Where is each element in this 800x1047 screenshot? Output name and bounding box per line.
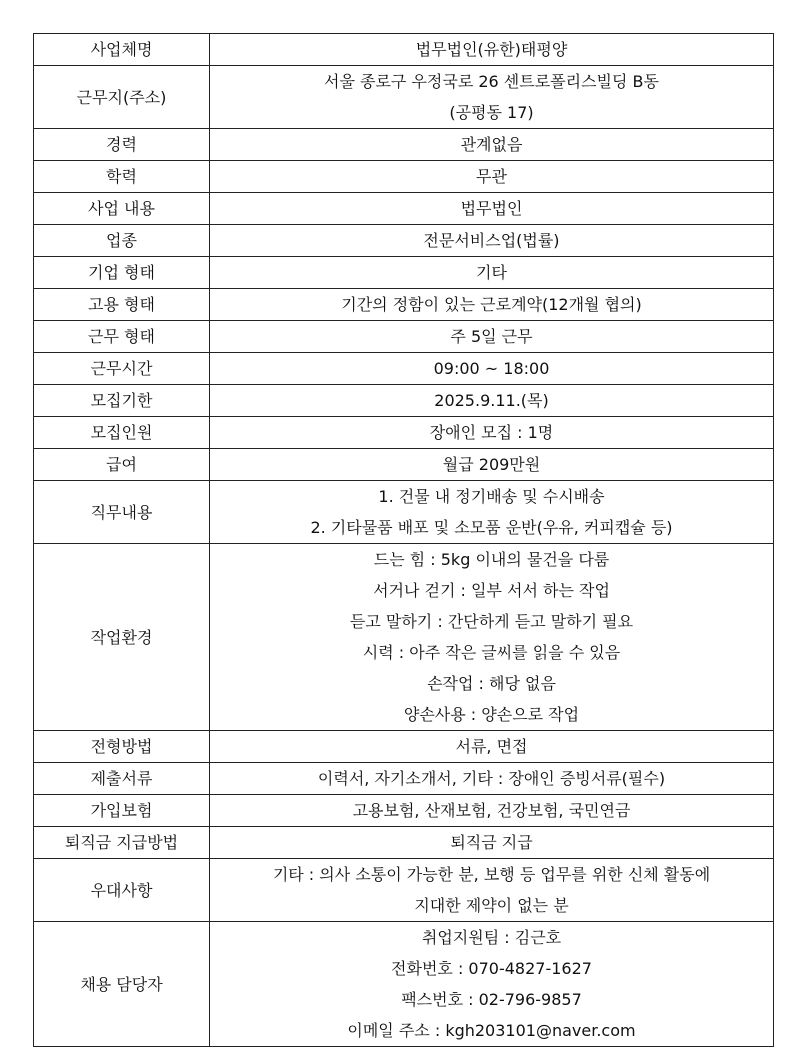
value-line: 주 5일 근무 [450,327,533,346]
table-row [34,544,774,731]
row-value [210,481,774,544]
value-line: 2. 기타물품 배포 및 소모품 운반(우유, 커피캡슐 등) [310,518,673,537]
row-label: 경력 [34,129,210,161]
row-label: 근무지(주소) [34,66,210,129]
table-row [34,731,774,763]
row-value [210,859,774,922]
row-value [210,827,774,859]
value-line: 기타 [476,263,507,282]
row-label: 모집기한 [34,385,210,417]
table-row [34,129,774,161]
job-posting-table [33,33,774,1047]
row-value [210,34,774,66]
row-value [210,385,774,417]
row-label: 급여 [34,449,210,481]
table-row [34,417,774,449]
table-row [34,161,774,193]
value-line: (공평동 17) [449,103,534,122]
value-line: 팩스번호 : 02-796-9857 [401,990,582,1009]
value-line: 이력서, 자기소개서, 기타 : 장애인 증빙서류(필수) [317,769,666,788]
row-label: 직무내용 [34,481,210,544]
row-value [210,922,774,1047]
value-line: 퇴직금 지급 [450,833,533,852]
table-row [34,481,774,544]
row-value [210,225,774,257]
value-line: 기간의 정함이 있는 근로계약(12개월 협의) [341,295,642,314]
value-line: 월급 209만원 [442,455,541,474]
value-line: 이메일 주소 : kgh203101@naver.com [347,1021,636,1040]
row-label: 업종 [34,225,210,257]
row-value [210,353,774,385]
table-row [34,827,774,859]
table-row [34,321,774,353]
table-row [34,922,774,1047]
value-line: 09:00 ~ 18:00 [433,359,550,378]
value-line: 드는 힘 : 5kg 이내의 물건을 다룸 [373,550,610,569]
table-row [34,289,774,321]
value-line: 서울 종로구 우정국로 26 센트로폴리스빌딩 B동 [324,72,659,91]
row-label: 퇴직금 지급방법 [34,827,210,859]
row-label: 작업환경 [34,544,210,731]
row-value [210,417,774,449]
row-label: 기업 형태 [34,257,210,289]
table-row [34,763,774,795]
row-label: 학력 [34,161,210,193]
row-value [210,66,774,129]
value-line: 2025.9.11.(목) [434,391,549,410]
value-line: 시력 : 아주 작은 글씨를 읽을 수 있음 [362,643,621,662]
value-line: 양손사용 : 양손으로 작업 [403,705,580,724]
row-value [210,449,774,481]
value-line: 전문서비스업(법률) [423,231,560,250]
value-line: 관계없음 [460,135,523,154]
row-value [210,795,774,827]
row-label: 고용 형태 [34,289,210,321]
value-line: 1. 건물 내 정기배송 및 수시배송 [378,487,605,506]
row-value [210,731,774,763]
row-value [210,321,774,353]
table-row [34,193,774,225]
value-line: 듣고 말하기 : 간단하게 듣고 말하기 필요 [349,612,634,631]
table-row [34,795,774,827]
value-line: 서거나 걷기 : 일부 서서 하는 작업 [373,581,610,600]
value-line: 고용보험, 산재보험, 건강보험, 국민연금 [352,801,631,820]
value-line: 지대한 제약이 없는 분 [414,896,569,915]
value-line: 전화번호 : 070-4827-1627 [391,959,592,978]
row-value [210,544,774,731]
value-line: 무관 [476,167,507,186]
row-value [210,763,774,795]
table-row [34,257,774,289]
row-label: 모집인원 [34,417,210,449]
row-value [210,289,774,321]
row-label: 사업체명 [34,34,210,66]
row-label: 근무시간 [34,353,210,385]
table-row [34,859,774,922]
row-value [210,129,774,161]
row-label: 가입보험 [34,795,210,827]
value-line: 서류, 면접 [455,737,528,756]
job-posting-body [34,34,774,1047]
row-label: 사업 내용 [34,193,210,225]
value-line: 법무법인 [460,199,523,218]
row-label: 전형방법 [34,731,210,763]
value-line: 손작업 : 해당 없음 [427,674,556,693]
row-value [210,257,774,289]
value-line: 법무법인(유한)태평양 [415,40,568,59]
row-label: 제출서류 [34,763,210,795]
table-row [34,225,774,257]
row-label: 근무 형태 [34,321,210,353]
table-row [34,66,774,129]
table-row [34,353,774,385]
row-value [210,193,774,225]
table-row [34,449,774,481]
table-row [34,34,774,66]
row-label: 우대사항 [34,859,210,922]
value-line: 장애인 모집 : 1명 [429,423,554,442]
value-line: 취업지원팀 : 김근호 [421,928,562,947]
row-label: 채용 담당자 [34,922,210,1047]
row-value [210,161,774,193]
value-line: 기타 : 의사 소통이 가능한 분, 보행 등 업무를 위한 신체 활동에 [272,865,711,884]
table-row [34,385,774,417]
